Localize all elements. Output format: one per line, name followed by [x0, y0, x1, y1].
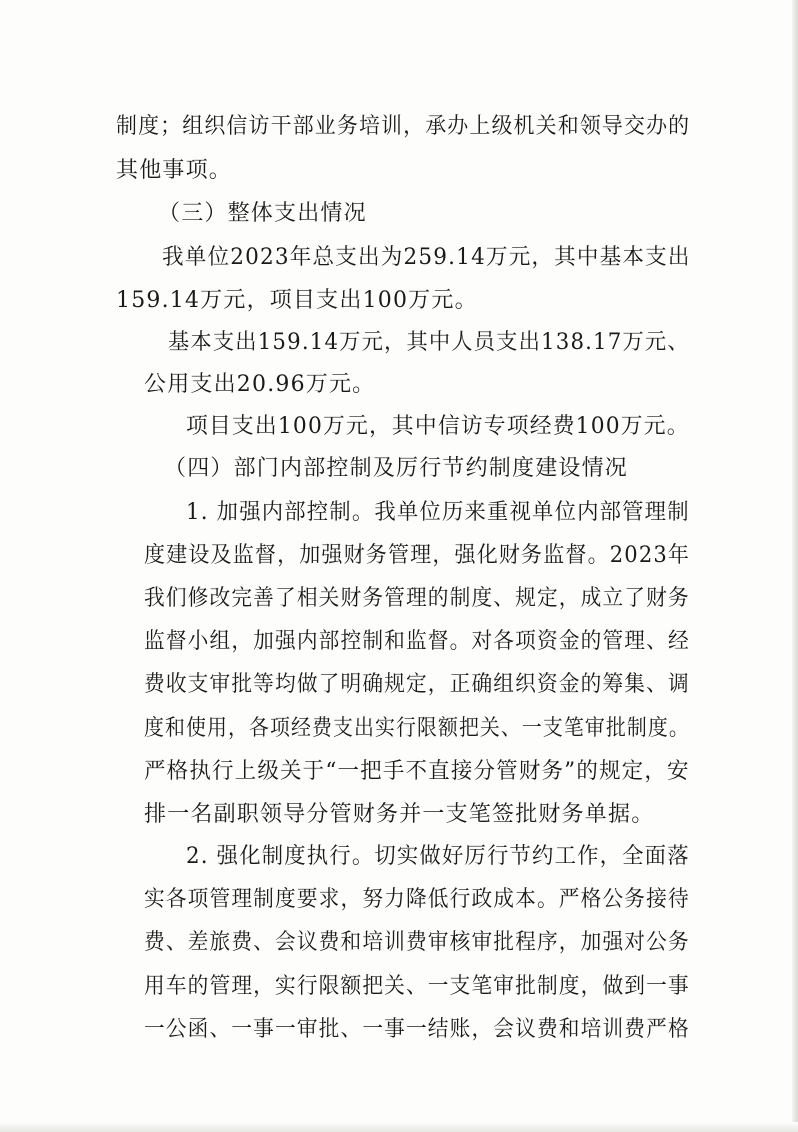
- text-line: 排一名副职领导分管财务并一支笔签批财务单据。: [144, 802, 655, 827]
- text-line: 我单位2023年总支出为259.14万元，其中基本支出: [162, 245, 691, 270]
- text-line: 严格执行上级关于“一把手不直接分管财务”的规定，安: [144, 759, 690, 784]
- text-line: 项目支出100万元，其中信访专项经费100万元。: [186, 414, 690, 439]
- text-line: 我们修改完善了相关财务管理的制度、规定，成立了财务: [144, 586, 690, 611]
- text-line: 其他事项。: [116, 158, 233, 183]
- section-heading: （四）部门内部控制及厉行节约制度建设情况: [164, 456, 629, 481]
- text-line: 2. 强化制度执行。切实做好厉行节约工作，全面落: [186, 844, 690, 869]
- text-line: 监督小组，加强内部控制和监督。对各项资金的管理、经: [144, 629, 690, 654]
- text-line: 度建设及监督，加强财务管理，强化财务监督。2023年: [144, 543, 691, 568]
- text-line: 用车的管理，实行限额把关、一支笔审批制度，做到一事: [144, 974, 690, 999]
- text-line: 159.14万元，项目支出100万元。: [116, 288, 478, 313]
- page-bottom-shadow: [0, 1122, 798, 1132]
- text-line: 度和使用，各项经费支出实行限额把关、一支笔审批制度。: [144, 716, 690, 741]
- text-line: 费收支审批等均做了明确规定，正确组织资金的筹集、调: [144, 672, 690, 697]
- page-edge-shadow: [792, 0, 798, 1132]
- text-line: 一公函、一事一审批、一事一结账，会议费和培训费严格: [144, 1017, 690, 1042]
- text-line: 费、差旅费、会议费和培训费审核审批程序，加强对公务: [144, 930, 690, 955]
- text-line: 实各项管理制度要求，努力降低行政成本。严格公务接待: [144, 887, 690, 912]
- text-line: 1. 加强内部控制。我单位历来重视单位内部管理制: [186, 500, 690, 525]
- text-line: 基本支出159.14万元，其中人员支出138.17万元、: [168, 330, 690, 355]
- text-line: 公用支出20.96万元。: [144, 372, 376, 397]
- text-line: 制度；组织信访干部业务培训，承办上级机关和领导交办的: [116, 114, 691, 139]
- section-heading: （三）整体支出情况: [158, 201, 367, 226]
